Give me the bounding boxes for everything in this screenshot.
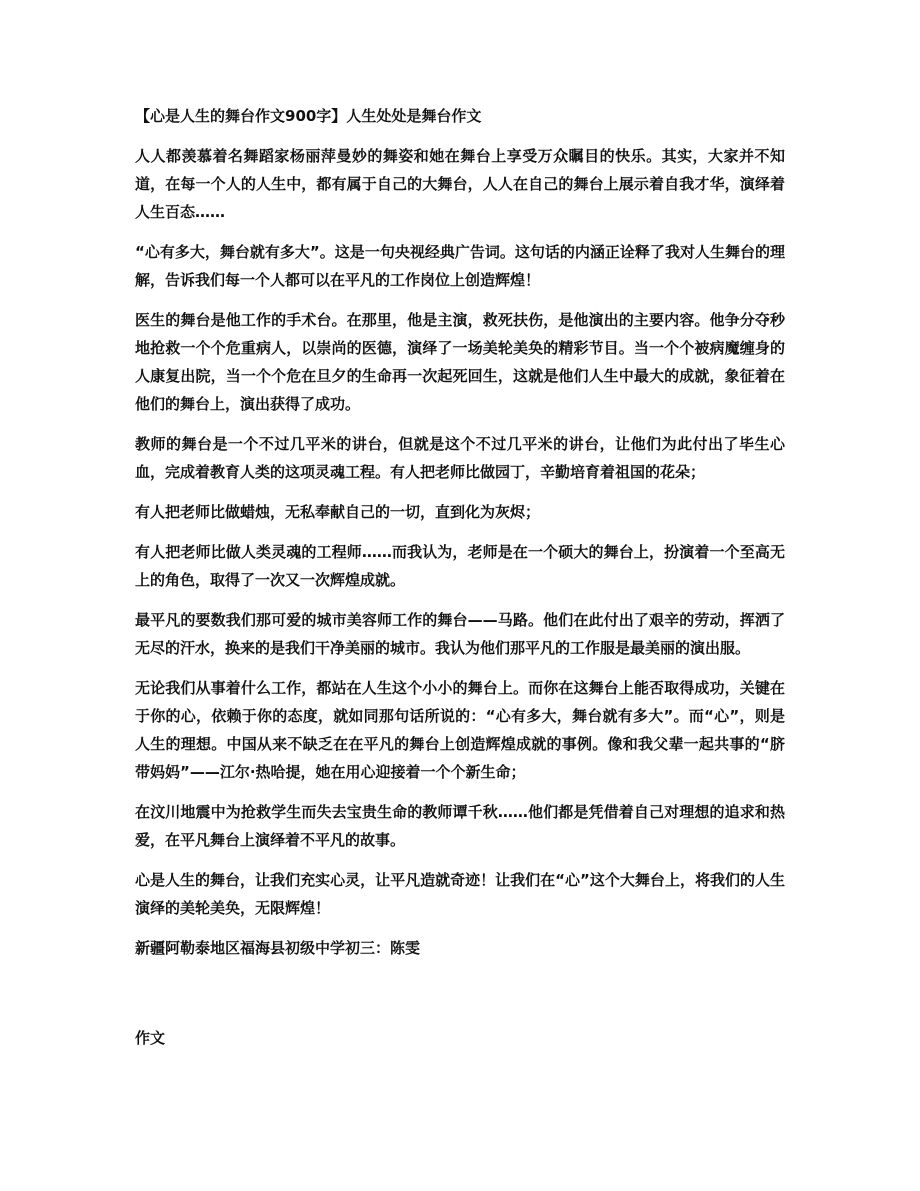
category-tag: 作文 (135, 1029, 166, 1047)
paragraph-conclusion: 心是人生的舞台，让我们充实心灵，让平凡造就奇迹！让我们在“心”这个大舞台上，将我们的人生演绎的美轮美奂，无限辉煌！ (135, 871, 785, 917)
paragraph-wenchuan: 在汶川地震中为抢救学生而失去宝贵生命的教师谭千秋……他们都是凭借着自己对理想的追求和热爱，在平凡舞台上演绎着不平凡的故事。 (135, 803, 785, 849)
paragraph-doctor: 医生的舞台是他工作的手术台。在那里，他是主演，救死扶伤，是他演出的主要内容。他争分夺秒地抢救一个个危重病人，以崇尚的医德，演绎了一场美轮美奂的精彩节目。当一个个被病魔缠身的人康复出院，当一个个危在旦夕的生命再一次起死回生，这就是他们人生中最大的成就，象征着在他们的舞台上，演出获得了成功。 (135, 311, 785, 413)
document-body (135, 104, 785, 974)
document-title: 【心是人生的舞台作文900字】人生处处是舞台作文 (135, 107, 482, 125)
paragraph-author: 新疆阿勒泰地区福海县初级中学初三：陈雯 (135, 939, 421, 957)
paragraph-slogan: “心有多大，舞台就有多大”。这是一句央视经典广告词。这句话的内涵正诠释了我对人生舞台的理解，告诉我们每一个人都可以在平凡的工作岗位上创造辉煌！ (135, 243, 785, 289)
paragraph-intro: 人人都羡慕着名舞蹈家杨丽萍曼妙的舞姿和她在舞台上享受万众瞩目的快乐。其实，大家并不知道，在每一个人的人生中，都有属于自己的大舞台，人人在自己的舞台上展示着自我才华，演绎着人生百态…… (135, 147, 785, 221)
paragraph-candle: 有人把老师比做蜡烛，无私奉献自己的一切，直到化为灰烬； (135, 503, 541, 521)
paragraph-engineer: 有人把老师比做人类灵魂的工程师……而我认为，老师是在一个硕大的舞台上，扮演着一个至高无上的角色，取得了一次又一次辉煌成就。 (135, 543, 785, 589)
paragraph-cleaner: 最平凡的要数我们那可爱的城市美容师工作的舞台——马路。他们在此付出了艰辛的劳动，挥洒了无尽的汗水，换来的是我们干净美丽的城市。我认为他们那平凡的工作服是最美丽的演出服。 (135, 611, 785, 657)
paragraph-ideal: 无论我们从事着什么工作，都站在人生这个小小的舞台上。而你在这舞台上能否取得成功，关键在于你的心，依赖于你的态度，就如同那句话所说的：“心有多大，舞台就有多大”。而“心”，则是人生的理想。中国从来不缺乏在在平凡的舞台上创造辉煌成就的事例。像和我父辈一起共事的“脐带妈妈”——江尔·热哈提，她在用心迎接着一个个新生命； (135, 679, 785, 781)
paragraph-teacher: 教师的舞台是一个不过几平米的讲台，但就是这个不过几平米的讲台，让他们为此付出了毕生心血，完成着教育人类的这项灵魂工程。有人把老师比做园丁，辛勤培育着祖国的花朵； (135, 435, 785, 481)
